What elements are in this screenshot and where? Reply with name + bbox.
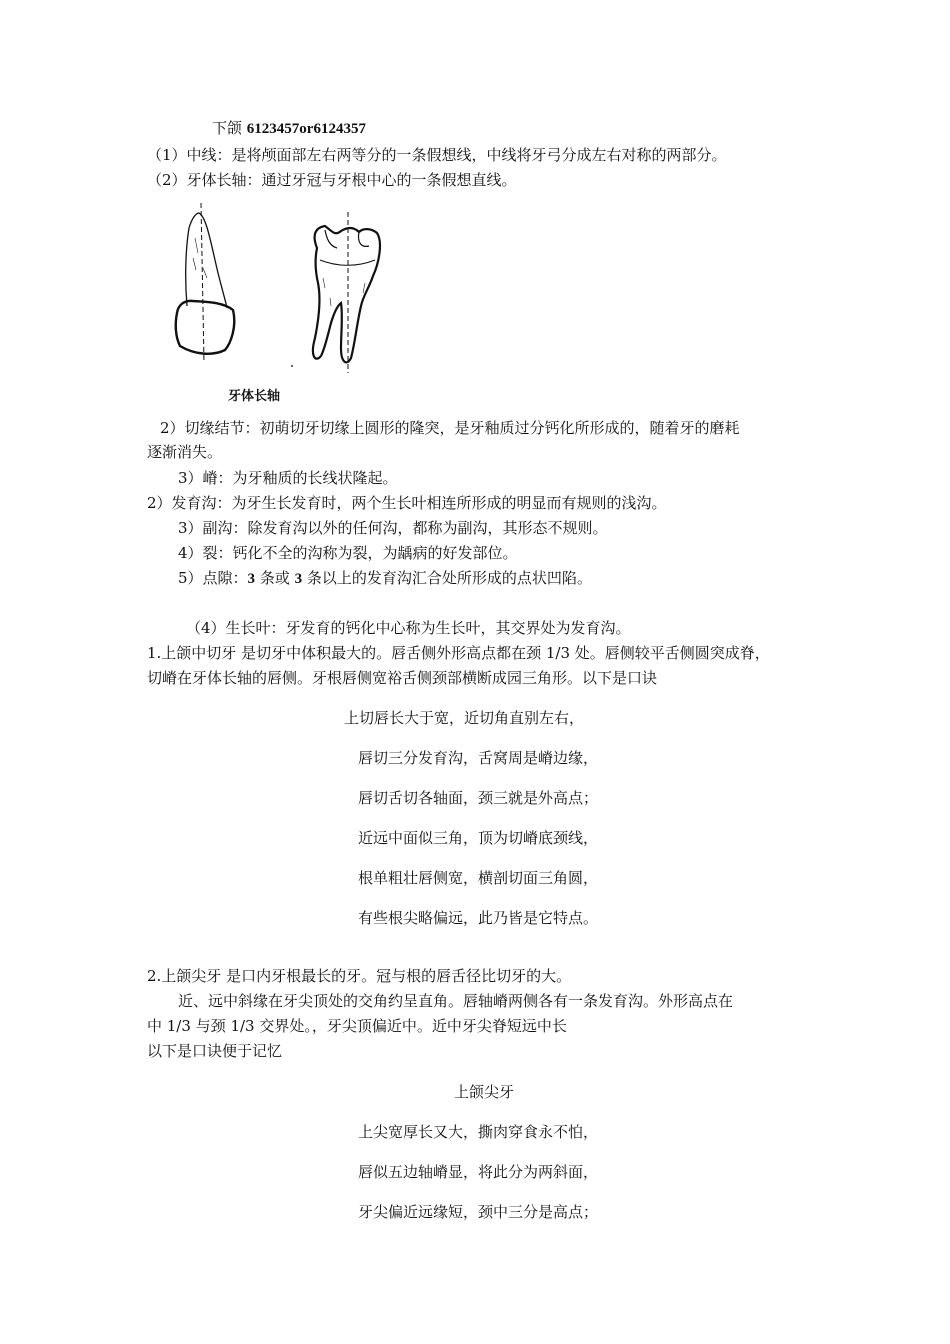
item-incisal-tubercle-line1: 2）切缘结节：初萌切牙切缘上圆形的隆突，是牙釉质过分钙化所形成的，随着牙的磨耗 xyxy=(160,419,740,437)
item-ridge: 3）嵴：为牙釉质的长线状隆起。 xyxy=(178,469,398,487)
item-fissure: 4）裂：钙化不全的沟称为裂，为龋病的好发部位。 xyxy=(178,544,518,562)
canine-verse-title: 上颌尖牙 xyxy=(454,1083,515,1101)
incisor-verse-line: 唇切三分发育沟，舌窝周是嵴边缘， xyxy=(358,749,599,767)
header-prefix: 下颌 xyxy=(212,119,247,137)
pit-number-1: 3 xyxy=(247,571,256,587)
incisor-verse-line: 上切唇长大于宽，近切角直别左右， xyxy=(344,709,585,727)
canine-mnemonic-intro: 以下是口诀便于记忆 xyxy=(147,1042,283,1060)
incisor-verse-line: 有些根尖略偏远，此乃皆是它特点。 xyxy=(358,909,599,927)
header-line xyxy=(212,118,366,139)
item-growth-lobe: （4）生长叶：牙发育的钙化中心称为生长叶，其交界处为发育沟。 xyxy=(186,619,631,637)
item-pit xyxy=(178,568,592,589)
incisor-intro-line2: 切嵴在牙体长轴的唇侧。牙根唇侧宽裕舌侧颈部横断成园三角形。以下是口诀 xyxy=(147,669,658,687)
canine-verse-line: 唇似五边轴嵴显，将此分为两斜面， xyxy=(358,1163,599,1181)
definition-long-axis: （2）牙体长轴：通过牙冠与牙根中心的一条假想直线。 xyxy=(147,171,517,189)
pit-number-2: 3 xyxy=(294,571,303,587)
incisor-verse-line: 近远中面似三角，顶为切嵴底颈线， xyxy=(358,829,599,847)
tooth-long-axis-figure xyxy=(165,198,405,408)
item-incisal-tubercle-line2: 逐渐消失。 xyxy=(147,443,223,461)
canine-desc-line2: 中 1/3 与颈 1/3 交界处。，牙尖顶偏近中。近中牙尖脊短远中长 xyxy=(147,1017,567,1035)
definition-midline: （1）中线：是将颅面部左右两等分的一条假想线，中线将牙弓分成左右对称的两部分。 xyxy=(147,146,727,164)
incisor-verse-line: 唇切舌切各轴面，颈三就是外高点； xyxy=(358,789,599,807)
pit-middle: 条或 xyxy=(255,569,295,587)
item-developmental-groove: 2）发育沟：为牙生长发育时，两个生长叶相连所形成的明显而有规则的浅沟。 xyxy=(147,494,667,512)
pit-suffix: 条以上的发育沟汇合处所形成的点状凹陷。 xyxy=(302,569,592,587)
canine-verse-line: 上尖宽厚长又大，撕肉穿食永不怕， xyxy=(358,1123,599,1141)
incisor-verse-line: 根单粗壮唇侧宽，横剖切面三角圆， xyxy=(358,869,599,887)
canine-desc-line1: 近、远中斜缘在牙尖顶处的交角约呈直角。唇轴嵴两侧各有一条发育沟。外形高点在 xyxy=(178,992,734,1010)
molar-drawing xyxy=(313,212,380,373)
pit-prefix: 5）点隙： xyxy=(178,569,248,587)
incisor-intro-line1: 1.上颌中切牙 是切牙中体积最大的。唇舌侧外形高点都在颈 1/3 处。唇侧较平舌侧圆突成脊， xyxy=(147,644,770,662)
canine-intro: 2.上颌尖牙 是口内牙根最长的牙。冠与根的唇舌径比切牙的大。 xyxy=(147,967,572,985)
header-code: 6123457or6124357 xyxy=(246,121,366,137)
item-supplemental-groove: 3）副沟：除发育沟以外的任何沟，都称为副沟，其形态不规则。 xyxy=(178,519,608,537)
incisor-drawing xyxy=(176,203,235,363)
canine-verse-line: 牙尖偏近远缘短，颈中三分是高点； xyxy=(358,1203,599,1221)
figure-dot xyxy=(291,365,293,367)
figure-caption: 牙体长轴 xyxy=(228,389,281,404)
